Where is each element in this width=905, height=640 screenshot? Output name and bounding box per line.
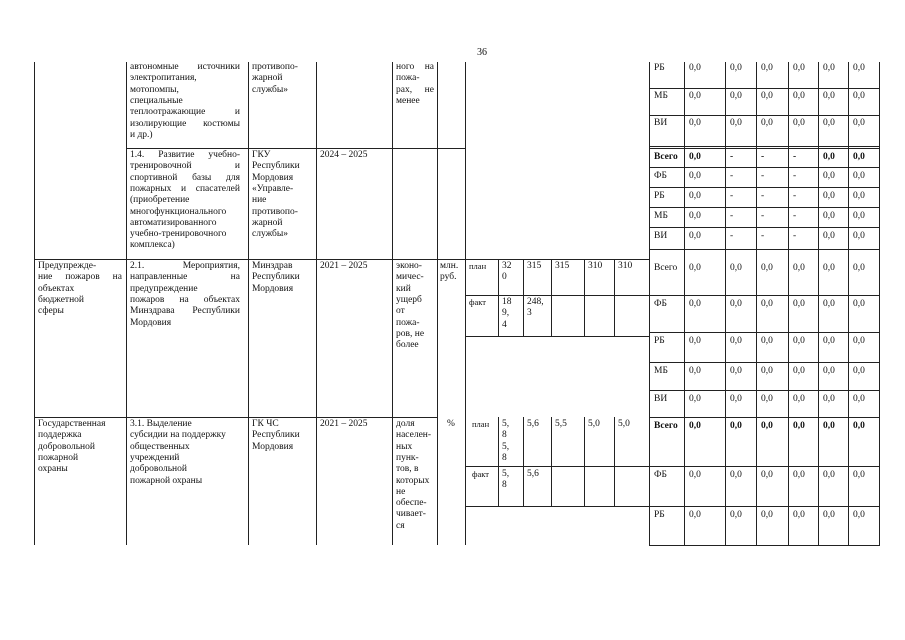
plan-value: 5, [502,441,510,452]
amount-value: 0,0 [793,394,805,404]
amount-value: 0,0 [823,191,835,201]
plan-value: 315 [555,261,570,271]
measure-text: Минздрава Республики [130,306,240,317]
amount-value: 0,0 [730,263,742,273]
amount-value: 0,0 [730,336,742,346]
measure-text: специальные [130,95,183,106]
measure-text: автоматизированного [130,217,217,228]
amount-value: - [730,211,734,221]
amount-value: 0,0 [689,510,701,520]
indicator-text: ного на [396,62,434,72]
amount-value: 0,0 [853,152,865,162]
measure-text: субсидии на поддержку [130,430,226,441]
amount-value: 0,0 [853,118,865,128]
indicator-text: кий [396,283,411,294]
executor-text: Мордовия [252,441,294,452]
row-rule [34,259,650,260]
amount-value: 0,0 [689,263,701,273]
amount-value: 0,0 [853,299,865,309]
fact-value: 5,6 [527,469,539,479]
executor-text: ние [252,195,267,206]
plan-column-rule [614,259,615,336]
measure-text: пожарной охраны [130,475,203,486]
amount-value: 0,0 [793,421,805,431]
indicator-text: которых [396,475,430,486]
measure-text: тренировочной и [130,161,240,172]
measure-text: предупреждение [130,283,198,294]
indicator-text: пунк- [396,452,419,463]
task-text: поддержка [38,430,82,441]
amount-value: 0,0 [761,394,773,404]
measure-text: Мордовия [130,317,172,328]
fin-column-rule [879,62,880,545]
task-text: сферы [38,306,64,317]
plan-value: 310 [618,261,633,271]
fact-value: 3 [527,308,532,319]
task-text: охраны [38,464,68,475]
executor-text: Мордовия [252,283,294,294]
period-text: 2021 – 2025 [320,261,368,271]
indicator-text: не [396,486,406,497]
executor-text: Республики [252,430,300,441]
amount-value: 0,0 [823,299,835,309]
task-text: пожарной [38,452,79,463]
measure-text: пожаров на объектах [130,294,240,305]
executor-text: противопо- [252,62,298,72]
plan-value: 5,0 [588,419,600,429]
indicator-text: пожа- [396,317,420,328]
indicator-text: более [396,340,419,351]
plan-column-rule [523,417,524,506]
source-label: РБ [654,336,665,346]
amount-value: - [730,171,734,181]
fin-column-rule [788,62,789,545]
plan-column-rule [649,259,650,336]
fin-row-rule [649,249,880,250]
amount-value: 0,0 [823,366,835,376]
amount-value: 0,0 [689,336,701,346]
indicator-text: ущерб [396,294,422,305]
measure-text: общественных [130,441,190,452]
fact-value: 248, [527,297,544,307]
plan-value: 32 [502,261,512,271]
amount-value: 0,0 [689,366,701,376]
source-label: МБ [654,91,668,101]
amount-value: 0,0 [823,211,835,221]
executor-text: жарной [252,73,283,84]
amount-value: 0,0 [823,171,835,181]
plan-value: 5,5 [555,419,567,429]
amount-value: 0,0 [823,263,835,273]
source-label: ФБ [654,171,667,181]
amount-value: 0,0 [853,211,865,221]
amount-value: - [761,171,765,181]
amount-value: 0,0 [823,510,835,520]
indicator-text: рах, не [396,84,434,95]
plan-column-rule [523,259,524,336]
task-text: ние пожаров на [38,272,122,283]
amount-value: 0,0 [793,510,805,520]
fact-value: 18 [502,297,512,307]
amount-value: 0,0 [853,366,865,376]
measure-text: 2.1. Мероприятия, [130,261,240,271]
source-label: РБ [654,191,665,201]
plan-value: 315 [527,261,542,271]
unit-text: % [447,419,455,429]
amount-value: 0,0 [730,421,742,431]
amount-value: 0,0 [689,470,701,480]
amount-value: 0,0 [730,366,742,376]
amount-value: - [761,152,765,162]
amount-value: 0,0 [793,336,805,346]
main-column-rule [437,62,438,545]
plan-column-rule [649,417,650,506]
amount-value: - [761,191,765,201]
plan-column-rule [465,417,466,506]
row-rule [34,417,438,418]
amount-value: 0,0 [761,263,773,273]
plan-column-rule [465,259,466,336]
measure-text: мотопомпы, [130,84,179,95]
amount-value: - [761,231,765,241]
fin-row-rule [649,545,880,546]
amount-value: - [793,231,797,241]
fin-column-rule [756,62,757,545]
amount-value: 0,0 [730,63,742,73]
measure-text: многофункционального [130,206,227,217]
plan-value: 5,6 [527,419,539,429]
amount-value: 0,0 [689,421,701,431]
executor-text: службы» [252,84,288,95]
amount-value: 0,0 [730,299,742,309]
fin-row-rule [649,417,880,418]
amount-value: 0,0 [853,63,865,73]
executor-text: Республики [252,161,300,172]
amount-value: 0,0 [853,421,865,431]
fact-value: 8 [502,480,507,491]
amount-value: 0,0 [730,470,742,480]
source-label: ФБ [654,299,667,309]
fact-value: 9, [502,308,510,319]
amount-value: 0,0 [730,118,742,128]
indicator-text: доля [396,419,415,429]
amount-value: 0,0 [853,191,865,201]
measure-text: автономные источники [130,62,240,72]
fact-value: 5, [502,469,510,479]
fin-row-rule [649,332,880,333]
task-text: Государственная [38,419,106,429]
task-text: добровольной [38,441,95,452]
measure-text: 3.1. Выделение [130,419,192,429]
amount-value: 0,0 [761,510,773,520]
amount-value: 0,0 [730,394,742,404]
fin-row-rule [649,390,880,391]
main-column-rule [34,62,35,545]
amount-value: - [730,231,734,241]
amount-value: 0,0 [823,231,835,241]
amount-value: - [793,211,797,221]
plan-column-rule [498,259,499,336]
plan-row-rule [465,466,650,467]
executor-text: ГКУ [252,150,271,160]
amount-value: 0,0 [853,231,865,241]
measure-text: учреждений [130,452,180,463]
plan-value: 8 [502,452,507,463]
indicator-text: мичес- [396,272,424,283]
main-column-rule [248,62,249,545]
indicator-text: ров, не [396,328,425,339]
indicator-text: обеспе- [396,498,427,509]
amount-value: 0,0 [761,118,773,128]
amount-value: 0,0 [853,91,865,101]
amount-value: 0,0 [853,510,865,520]
amount-value: 0,0 [823,336,835,346]
fin-row-rule [649,362,880,363]
period-text: 2021 – 2025 [320,419,368,429]
fin-row-rule [649,187,880,188]
amount-value: 0,0 [793,118,805,128]
indicator-text: пожа- [396,73,420,84]
task-text: Предупрежде- [38,261,97,271]
main-column-rule [392,62,393,545]
row-rule [649,148,880,149]
amount-value: 0,0 [761,336,773,346]
amount-value: 0,0 [761,299,773,309]
measure-text: (приобретение [130,195,190,206]
plan-column-rule [584,417,585,506]
amount-value: 0,0 [689,118,701,128]
indicator-text: ных [396,441,413,452]
fin-column-rule [818,62,819,545]
amount-value: - [793,171,797,181]
plan-column-rule [584,259,585,336]
amount-value: 0,0 [793,299,805,309]
amount-value: - [730,152,734,162]
plan-row-rule [465,295,650,296]
fact-label: факт [469,297,487,307]
fact-value: 4 [502,319,507,330]
amount-value: 0,0 [730,91,742,101]
amount-value: 0,0 [793,91,805,101]
indicator-text: эконо- [396,261,422,271]
amount-value: 0,0 [853,171,865,181]
indicator-text: ся [396,520,405,531]
measure-text: добровольной [130,464,187,475]
source-label: ФБ [654,470,667,480]
fin-row-rule [649,227,880,228]
measure-text: 1.4. Развитие учебно- [130,150,240,160]
row-rule [126,148,466,149]
source-label: Всего [654,152,678,162]
amount-value: 0,0 [761,366,773,376]
source-label: МБ [654,211,668,221]
executor-text: Республики [252,272,300,283]
amount-value: 0,0 [689,394,701,404]
executor-text: «Управле- [252,183,294,194]
period-text: 2024 – 2025 [320,150,368,160]
amount-value: 0,0 [823,394,835,404]
plan-value: 0 [502,272,507,283]
plan-value: 310 [588,261,603,271]
amount-value: 0,0 [793,366,805,376]
measure-text: направленные на [130,272,240,283]
amount-value: 0,0 [853,336,865,346]
plan-row-rule [465,336,650,337]
task-text: бюджетной [38,294,85,305]
source-label: ВИ [654,231,668,241]
indicator-text: тов, в [396,464,419,475]
measure-text: изолирующие костюмы [130,118,240,129]
amount-value: 0,0 [689,63,701,73]
measure-text: комплекса) [130,240,175,251]
fin-column-rule [684,62,685,545]
plan-value: 5, [502,419,510,429]
indicator-text: чивает- [396,509,426,520]
plan-label: план [469,261,487,271]
amount-value: 0,0 [689,231,701,241]
executor-text: жарной [252,217,283,228]
amount-value: - [793,152,797,162]
amount-value: - [761,211,765,221]
amount-value: 0,0 [689,299,701,309]
amount-value: 0,0 [689,211,701,221]
amount-value: 0,0 [853,394,865,404]
unit-text: руб. [440,272,457,283]
amount-value: 0,0 [730,510,742,520]
amount-value: 0,0 [689,171,701,181]
executor-text: Минздрав [252,261,293,271]
amount-value: 0,0 [793,470,805,480]
unit-text: млн. [440,261,459,271]
amount-value: 0,0 [761,91,773,101]
executor-text: службы» [252,229,288,240]
fin-row-rule [649,167,880,168]
source-label: РБ [654,63,665,73]
amount-value: - [793,191,797,201]
amount-value: 0,0 [761,470,773,480]
amount-value: 0,0 [823,470,835,480]
executor-text: противопо- [252,206,298,217]
fin-column-rule [725,62,726,545]
page-number: 36 [477,47,487,58]
main-column-rule [316,62,317,545]
amount-value: 0,0 [793,63,805,73]
amount-value: 0,0 [689,91,701,101]
amount-value: 0,0 [761,63,773,73]
plan-value: 8 [502,430,507,441]
plan-column-rule [614,417,615,506]
plan-value: 5,0 [618,419,630,429]
amount-value: - [730,191,734,201]
source-label: ВИ [654,118,668,128]
amount-value: 0,0 [823,118,835,128]
executor-text: Мордовия [252,172,294,183]
measure-text: электропитания, [130,73,197,84]
measure-text: учебно-тренировочного [130,229,227,240]
indicator-text: менее [396,95,420,106]
task-text: объектах [38,283,75,294]
fin-row-rule [649,146,880,147]
plan-row-rule [465,506,650,507]
plan-column-rule [498,417,499,506]
fin-row-rule [649,88,880,89]
indicator-text: от [396,306,405,317]
fin-row-rule [649,115,880,116]
source-label: Всего [654,263,678,273]
plan-column-rule [551,259,552,336]
amount-value: 0,0 [823,91,835,101]
amount-value: 0,0 [793,263,805,273]
amount-value: 0,0 [853,470,865,480]
executor-text: ГК ЧС [252,419,279,429]
fact-label: факт [472,469,490,479]
fin-row-rule [649,506,880,507]
source-label: МБ [654,366,668,376]
source-label: РБ [654,510,665,520]
amount-value: 0,0 [853,263,865,273]
source-label: Всего [654,421,678,431]
amount-value: 0,0 [689,152,701,162]
measure-text: пожарных и спасателей [130,183,240,194]
measure-text: и др.) [130,129,153,140]
plan-label: план [472,419,490,429]
fin-row-rule [649,466,880,467]
fin-column-rule [848,62,849,545]
fin-row-rule [649,295,880,296]
amount-value: 0,0 [823,63,835,73]
plan-column-rule [551,417,552,506]
measure-text: теплоотражающие и [130,107,240,118]
amount-value: 0,0 [689,191,701,201]
source-label: ВИ [654,394,668,404]
amount-value: 0,0 [761,421,773,431]
measure-text: спортивной базы для [130,172,240,183]
indicator-text: населен- [396,430,432,441]
amount-value: 0,0 [823,421,835,431]
main-column-rule [126,62,127,545]
fin-row-rule [649,207,880,208]
amount-value: 0,0 [823,152,835,162]
